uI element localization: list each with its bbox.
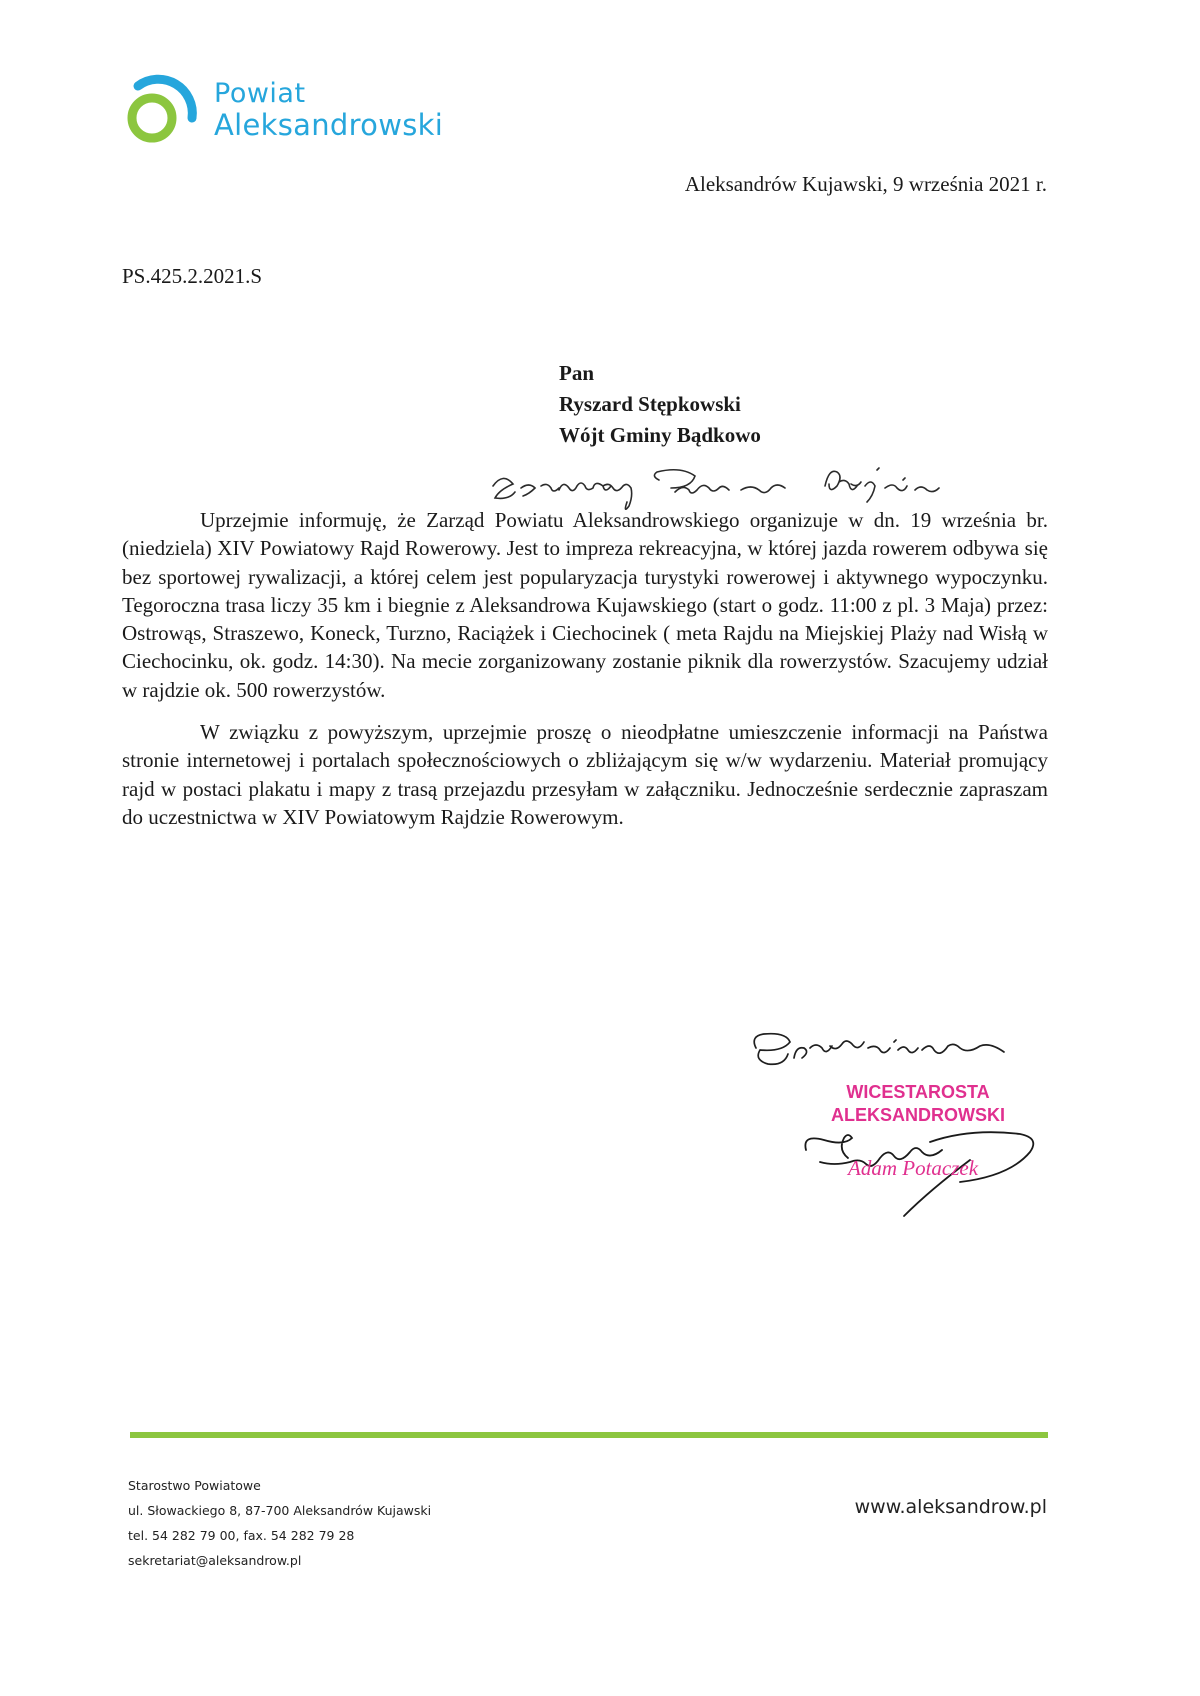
place-date: Aleksandrów Kujawski, 9 września 2021 r. <box>684 172 1047 196</box>
recipient-title: Pan <box>559 361 595 385</box>
footer-office: Starostwo Powiatowe <box>128 1478 261 1493</box>
official-stamp <box>818 1081 1018 1127</box>
footer-website: www.aleksandrow.pl <box>854 1496 1047 1518</box>
body-paragraph-2: W związku z powyższym, uprzejmie proszę o nieodpłatne umieszczenie informacji na Państwa stronie internetowej i portalach społecznościowych o zbliżającym się w/w wydarzeniu. Materiał promujący rajd w postaci plakatu i mapy z trasą przejazdu przesyłam w załączniku. Jednocześnie serdecznie zapraszam do uczestnictwa w XIV Powiatowym Rajdzie Rowerowym. <box>122 720 1048 829</box>
body-paragraph-1: Uprzejmie informuję, że Zarząd Powiatu Aleksandrowskiego organizuje w dn. 19 września br. (niedziela) XIV Powiatowy Rajd Rowerowy. Jest to impreza rekreacyjna, w której jazda rowerem odbywa się bez sportowej rywalizacji, a której celem jest popularyzacja turystyki rowerowej i aktywnego wypoczynku. Tegoroczna trasa liczy 35 km i biegnie z Aleksandrowa Kujawskiego (start o godz. 11:00 z pl. 3 Maja) przez: Ostrowąs, Straszewo, Koneck, Turzno, Raciążek i Ciechocinek ( meta Rajdu na Miejskiej Plaży nad Wisłą w Ciechocinku, ok. godz. 14:30). Na mecie zorganizowany zostanie piknik dla rowerzystów. Szacujemy udział w rajdzie ok. 500 rowerzystów. <box>122 508 1048 702</box>
handwritten-closing <box>746 1024 1046 1078</box>
stamp-line-1: WICESTAROSTA <box>846 1082 990 1102</box>
handwritten-salutation <box>485 462 1005 510</box>
recipient-block <box>559 358 761 451</box>
footer-contact <box>128 1473 431 1573</box>
footer-address: ul. Słowackiego 8, 87-700 Aleksandrów Kujawski <box>128 1503 432 1518</box>
logo-line-2: Aleksandrowski <box>214 108 444 142</box>
recipient-name: Ryszard Stępkowski <box>559 392 741 416</box>
logo-rings-icon <box>120 72 210 152</box>
footer-email: sekretariat@aleksandrow.pl <box>128 1553 302 1568</box>
letter-body <box>122 506 1048 831</box>
reference-number: PS.425.2.2021.S <box>122 264 263 288</box>
logo-line-1: Powiat <box>214 78 306 109</box>
footer-divider <box>130 1432 1048 1438</box>
stamp-signatory-name: Adam Potaczek <box>848 1156 979 1180</box>
powiat-logo <box>120 72 500 152</box>
footer-phone: tel. 54 282 79 00, fax. 54 282 79 28 <box>128 1528 355 1543</box>
stamp-line-2: ALEKSANDROWSKI <box>831 1105 1005 1125</box>
recipient-position: Wójt Gminy Bądkowo <box>559 423 761 447</box>
